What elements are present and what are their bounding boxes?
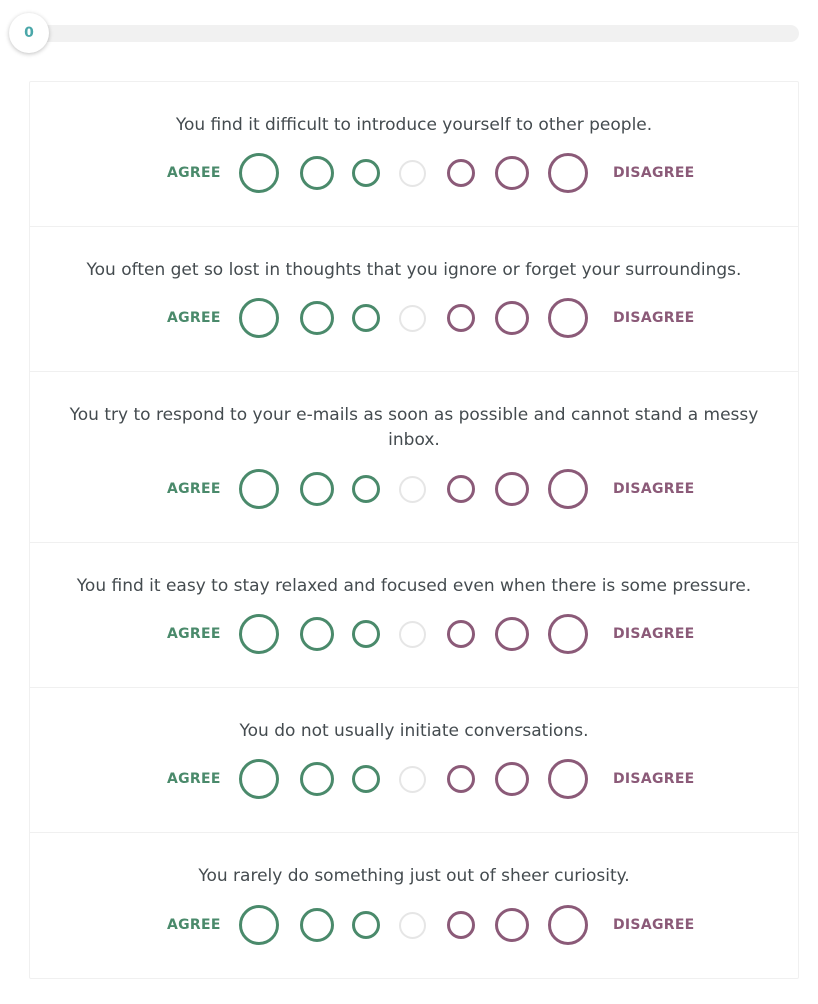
option-disagree-strong[interactable] — [548, 153, 588, 193]
progress-counter-value: 0 — [24, 25, 34, 41]
question-item — [30, 82, 798, 227]
question-text: You find it difficult to introduce yourself to other people. — [175, 115, 653, 135]
agree-label: AGREE — [167, 917, 221, 933]
option-disagree-moderate[interactable] — [495, 301, 529, 335]
question-text: You do not usually initiate conversations. — [239, 721, 589, 741]
option-agree-strong[interactable] — [239, 614, 279, 654]
disagree-label: DISAGREE — [613, 310, 695, 326]
disagree-label: DISAGREE — [613, 481, 695, 497]
option-disagree-strong[interactable] — [548, 298, 588, 338]
option-agree-moderate[interactable] — [300, 301, 334, 335]
option-disagree-moderate[interactable] — [495, 908, 529, 942]
option-disagree-moderate[interactable] — [495, 156, 529, 190]
option-disagree-moderate[interactable] — [495, 762, 529, 796]
disagree-label: DISAGREE — [613, 917, 695, 933]
progress-bar — [0, 0, 818, 70]
option-neutral[interactable] — [399, 912, 426, 939]
progress-track — [28, 25, 799, 42]
option-agree-slight[interactable] — [352, 911, 380, 939]
option-neutral[interactable] — [399, 476, 426, 503]
agree-label: AGREE — [167, 165, 221, 181]
disagree-label: DISAGREE — [613, 771, 695, 787]
question-item — [30, 227, 798, 372]
option-disagree-slight[interactable] — [447, 475, 475, 503]
option-disagree-strong[interactable] — [548, 469, 588, 509]
option-disagree-strong[interactable] — [548, 614, 588, 654]
option-disagree-slight[interactable] — [447, 304, 475, 332]
answer-scale — [30, 614, 798, 658]
option-agree-strong[interactable] — [239, 469, 279, 509]
question-list — [29, 81, 799, 979]
option-agree-moderate[interactable] — [300, 156, 334, 190]
disagree-label: DISAGREE — [613, 626, 695, 642]
answer-scale — [30, 759, 798, 803]
option-disagree-moderate[interactable] — [495, 617, 529, 651]
option-agree-strong[interactable] — [239, 153, 279, 193]
option-disagree-slight[interactable] — [447, 911, 475, 939]
option-agree-moderate[interactable] — [300, 472, 334, 506]
option-agree-slight[interactable] — [352, 620, 380, 648]
question-item — [30, 833, 798, 978]
progress-counter-badge — [9, 13, 49, 53]
option-agree-strong[interactable] — [239, 759, 279, 799]
question-text: You often get so lost in thoughts that you ignore or forget your surroundings. — [86, 260, 742, 280]
agree-label: AGREE — [167, 310, 221, 326]
option-neutral[interactable] — [399, 305, 426, 332]
option-agree-strong[interactable] — [239, 905, 279, 945]
answer-scale — [30, 298, 798, 342]
option-neutral[interactable] — [399, 766, 426, 793]
question-item — [30, 372, 798, 543]
option-disagree-moderate[interactable] — [495, 472, 529, 506]
question-text: You find it easy to stay relaxed and focused even when there is some pressure. — [76, 576, 752, 596]
option-disagree-slight[interactable] — [447, 159, 475, 187]
question-text: You rarely do something just out of sheer curiosity. — [198, 866, 630, 886]
question-text: You try to respond to your e-mails as soon as possible and cannot stand a messy inbox. — [69, 405, 759, 450]
option-agree-slight[interactable] — [352, 304, 380, 332]
option-agree-strong[interactable] — [239, 298, 279, 338]
option-agree-slight[interactable] — [352, 159, 380, 187]
agree-label: AGREE — [167, 481, 221, 497]
answer-scale — [30, 153, 798, 197]
disagree-label: DISAGREE — [613, 165, 695, 181]
agree-label: AGREE — [167, 771, 221, 787]
agree-label: AGREE — [167, 626, 221, 642]
answer-scale — [30, 905, 798, 949]
option-agree-moderate[interactable] — [300, 908, 334, 942]
answer-scale — [30, 469, 798, 513]
option-agree-moderate[interactable] — [300, 617, 334, 651]
option-disagree-slight[interactable] — [447, 620, 475, 648]
option-disagree-strong[interactable] — [548, 759, 588, 799]
question-item — [30, 543, 798, 688]
option-disagree-strong[interactable] — [548, 905, 588, 945]
question-item — [30, 688, 798, 833]
option-disagree-slight[interactable] — [447, 765, 475, 793]
option-agree-moderate[interactable] — [300, 762, 334, 796]
option-agree-slight[interactable] — [352, 765, 380, 793]
option-agree-slight[interactable] — [352, 475, 380, 503]
option-neutral[interactable] — [399, 621, 426, 648]
option-neutral[interactable] — [399, 160, 426, 187]
